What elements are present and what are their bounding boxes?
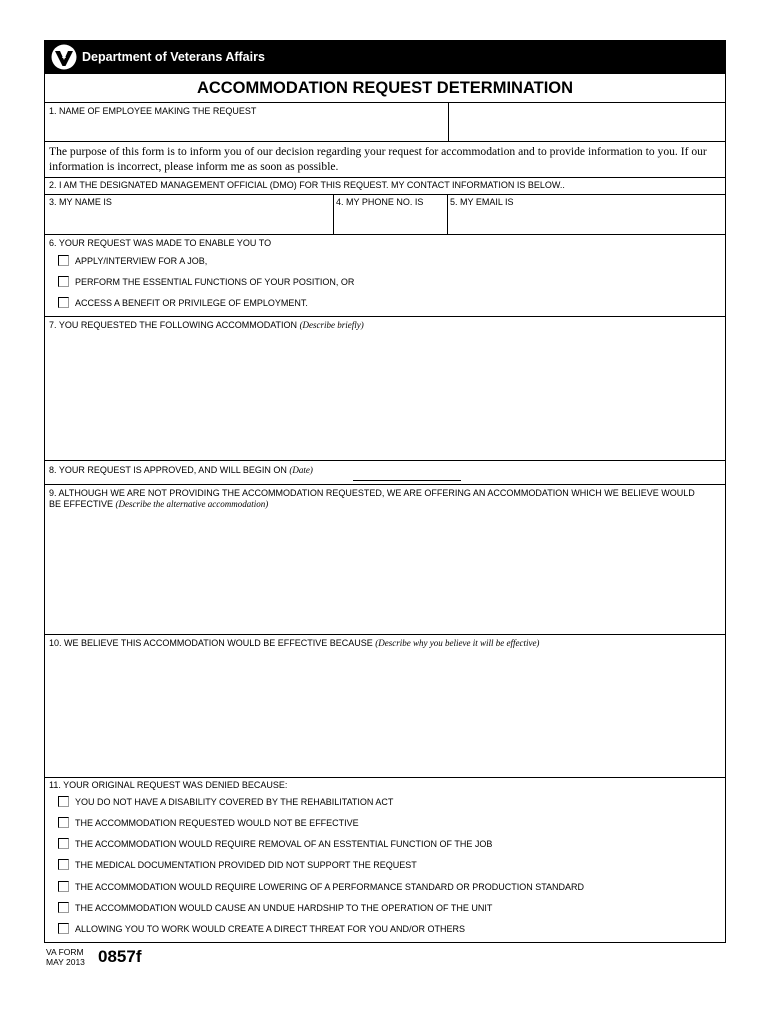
item6-label: 6. YOUR REQUEST WAS MADE TO ENABLE YOU TO (49, 238, 272, 248)
form-date: MAY 2013 (46, 957, 85, 967)
checkbox[interactable] (58, 902, 69, 913)
alternative-accommodation-field[interactable] (49, 513, 723, 631)
checkbox[interactable] (58, 796, 69, 807)
dmo-phone-field[interactable] (336, 210, 444, 232)
form-label: VA FORM (46, 947, 84, 957)
effectiveness-reason-field[interactable] (49, 652, 723, 774)
form-header-bar (45, 41, 725, 74)
checkbox[interactable] (58, 297, 69, 308)
dmo-name-field[interactable] (49, 210, 329, 232)
item9-label: 9. ALTHOUGH WE ARE NOT PROVIDING THE ACCOMMODATION REQUESTED, WE ARE OFFERING AN ACCOMMODATION WHICH WE BELIEVE WOULD BE EFFECTIVE (Describe the alternative accommodation) (49, 488, 695, 509)
va-seal-icon (50, 44, 78, 70)
item1-label: 1. NAME OF EMPLOYEE MAKING THE REQUEST (49, 106, 257, 116)
checkbox[interactable] (58, 881, 69, 892)
form-title: ACCOMMODATION REQUEST DETERMINATION (45, 74, 725, 103)
checkbox[interactable] (58, 923, 69, 934)
employee-name-field[interactable] (49, 119, 444, 139)
form-number: 0857f (98, 947, 142, 966)
checkbox[interactable] (58, 838, 69, 849)
form-footer (46, 947, 246, 971)
item4-label: 4. MY PHONE NO. IS (336, 197, 424, 207)
approval-date-field[interactable] (353, 480, 461, 481)
checkbox[interactable] (58, 255, 69, 266)
va-form-0857f: Department of Veterans Affairs ACCOMMODATION REQUEST DETERMINATION 1. NAME OF EMPLOYEE MAKING THE REQUEST The purpose of this form is to inform you of our decision regarding your request for accommodation and to provide information to you. If our information is incorrect, please inform me as soon as possible. 2. I AM THE DESIGNATED MANAGEMENT OFFICIAL (DMO) FOR THIS REQUEST. MY CONTACT INFORMATION IS BELOW.. 3. MY NAME IS 4. MY PHONE NO. IS 5. MY EMAIL IS 6. YOUR REQUEST WAS MADE TO ENABLE YOU TO APPLY/INTERVIEW FOR A JOB, PERFORM THE ESSENTIAL FUNCTIONS OF YOUR POSITION, OR ACCESS A BENEFIT OR PRIVILEGE OF EMPLOYMENT. 7. YOU REQUESTED THE FOLLOWING ACCOMMODATION (Describe briefly) 8. YOUR REQUEST IS APPROVED, AND WILL BEGIN ON (Date) 9. ALTHOUGH WE ARE NOT PROVIDING THE ACCOMMODATION REQUESTED, WE ARE OFFERING AN ACCOMMODATION WHICH WE BELIEVE WOULD BE EFFECTIVE (Describe the alternative accommodation) 10. WE BELIEVE THIS ACCOMMODATION WOULD BE EFFECTIVE BECAUSE (Describe why you believe it will be effective) 11. YOUR ORIGINAL REQUEST WAS DENIED BECAUSE: YOU DO NOT HAVE A DISABILITY COVERED BY THE REHABILITATION ACT THE ACCOMMODATION REQUESTED WOULD NOT BE EFFECTIVE THE ACCOMMODATION WOULD REQUIRE REMOVAL OF AN ESSTENTIAL FUNCTION OF THE JOB THE MEDICAL DOCUMENTATION PROVIDED DID NOT SUPPORT THE REQUEST THE ACCOMMODATION WOULD REQUIRE LOWERING OF A PERFORMANCE STANDARD OR PRODUCTION STANDARD THE ACCOMMODATION WOULD CAUSE AN UNDUE HARDSHIP TO THE OPERATION OF THE UNIT ALLOWING YOU TO WORK WOULD CREATE A DIRECT THREAT FOR YOU AND/OR OTHERS (44, 40, 726, 943)
item10-label: 10. WE BELIEVE THIS ACCOMMODATION WOULD BE EFFECTIVE BECAUSE (Describe why you believe it will be effective) (49, 638, 540, 648)
checkbox[interactable] (58, 859, 69, 870)
item7-label: 7. YOU REQUESTED THE FOLLOWING ACCOMMODATION (Describe briefly) (49, 320, 364, 330)
item2-label: 2. I AM THE DESIGNATED MANAGEMENT OFFICIAL (DMO) FOR THIS REQUEST. MY CONTACT INFORMATION IS BELOW.. (49, 180, 565, 190)
item11-label: 11. YOUR ORIGINAL REQUEST WAS DENIED BECAUSE: (49, 780, 288, 790)
employee-name-extra-field[interactable] (451, 105, 723, 139)
item8-label: 8. YOUR REQUEST IS APPROVED, AND WILL BEGIN ON (Date) (49, 465, 313, 475)
checkbox[interactable] (58, 817, 69, 828)
purpose-statement: The purpose of this form is to inform you of our decision regarding your request for accommodation and to provide information to you. If our information is incorrect, please inform me as soon as possible. (49, 145, 707, 173)
requested-accommodation-field[interactable] (49, 334, 723, 458)
item5-label: 5. MY EMAIL IS (450, 197, 514, 207)
item3-label: 3. MY NAME IS (49, 197, 112, 207)
agency-name: Department of Veterans Affairs (82, 50, 265, 64)
dmo-email-field[interactable] (450, 210, 723, 232)
checkbox[interactable] (58, 276, 69, 287)
